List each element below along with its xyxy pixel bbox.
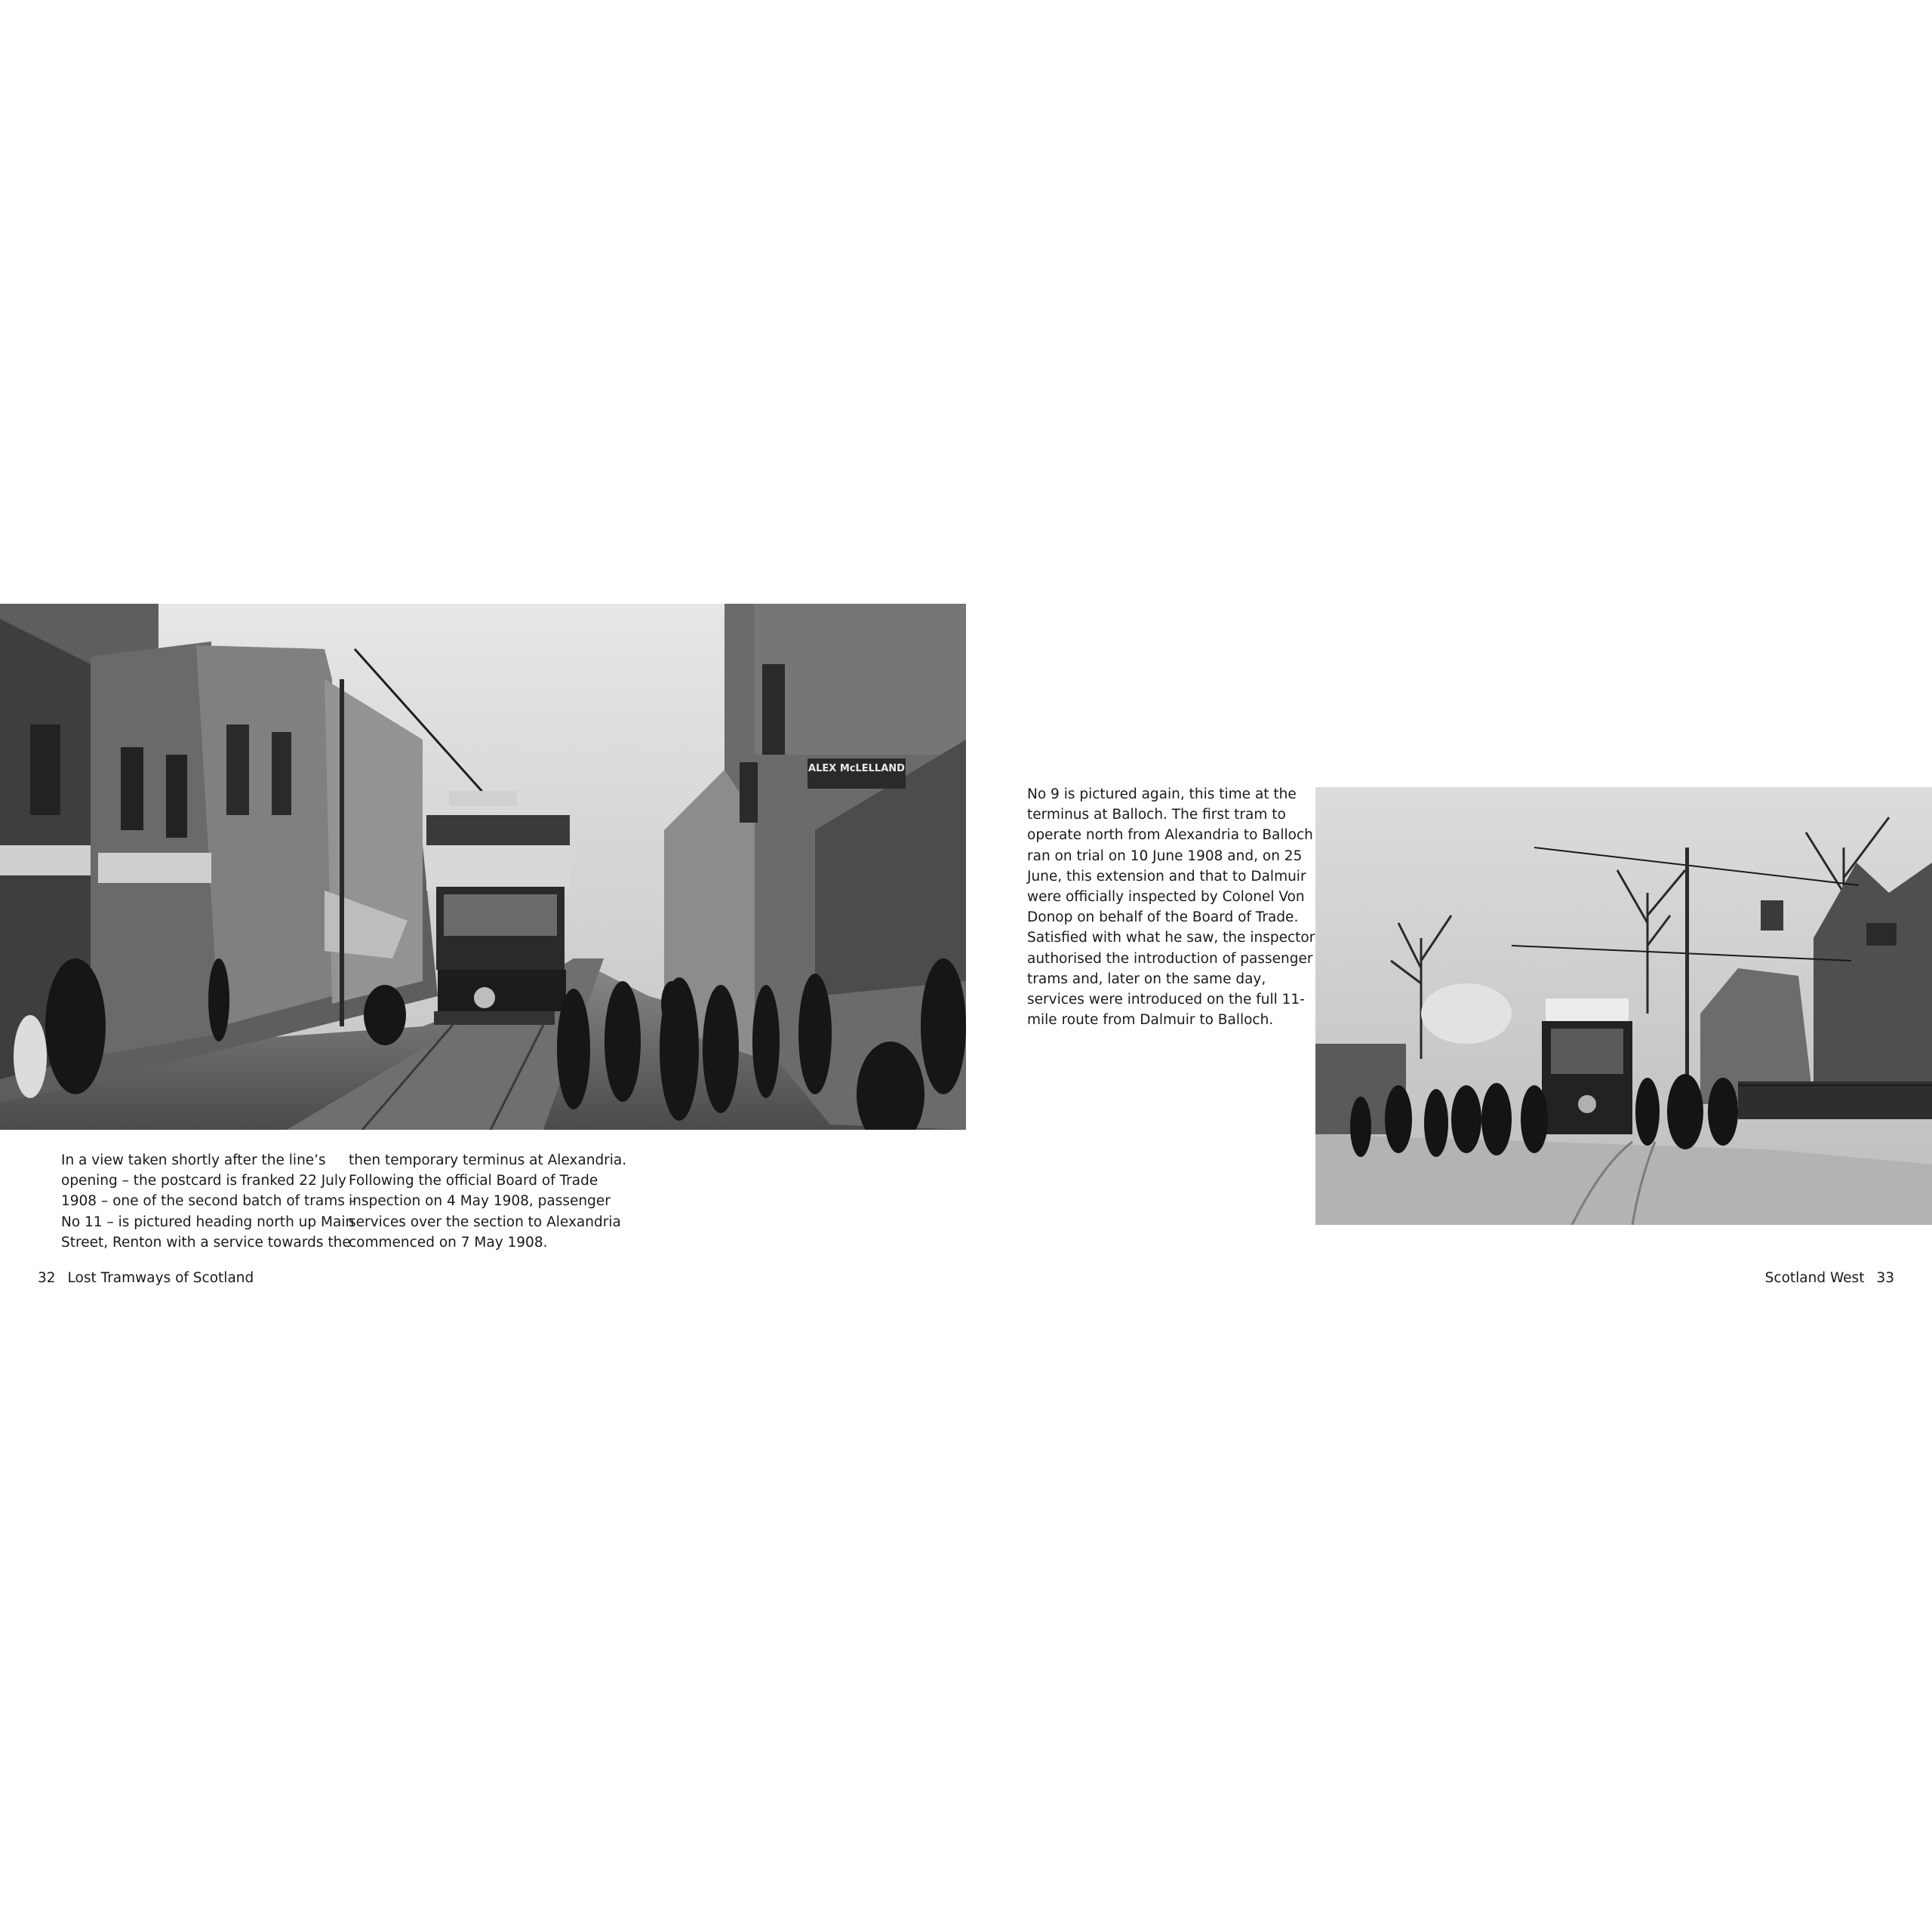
caption-line: Street, Renton with a service towards the <box>61 1234 351 1251</box>
caption-line: opening – the postcard is franked 22 July <box>61 1173 346 1189</box>
right-page-footer <box>1765 1269 1894 1287</box>
caption-line: services over the section to Alexandria <box>349 1214 621 1230</box>
caption-line: trams and, later on the same day, <box>1027 971 1266 987</box>
caption-line: operate north from Alexandria to Balloch <box>1027 827 1313 844</box>
running-title: Lost Tramways of Scotland <box>67 1270 254 1286</box>
caption-line: Following the official Board of Trade <box>349 1173 598 1189</box>
caption-line: terminus at Balloch. The first tram to <box>1027 807 1286 823</box>
left-page-photo <box>0 604 966 1130</box>
renton-street-tram-photo <box>0 604 966 1130</box>
caption-line: mile route from Dalmuir to Balloch. <box>1027 1012 1274 1029</box>
page-number: 32 <box>38 1270 56 1286</box>
caption-line: Satisfied with what he saw, the inspector <box>1027 930 1315 946</box>
caption-line: No 9 is pictured again, this time at the <box>1027 786 1297 802</box>
caption-line: inspection on 4 May 1908, passenger <box>349 1193 611 1210</box>
right-page-photo <box>1315 787 1932 1225</box>
caption-line: authorised the introduction of passenger <box>1027 950 1313 967</box>
left-photo-caption-column-1 <box>61 1150 356 1253</box>
balloch-terminus-tram-photo <box>1315 787 1932 1225</box>
caption-line: Donop on behalf of the Board of Trade. <box>1027 909 1299 926</box>
caption-line: ran on trial on 10 June 1908 and, on 25 <box>1027 848 1303 864</box>
running-title: Scotland West <box>1764 1270 1865 1286</box>
left-page-footer <box>38 1269 254 1287</box>
caption-line: then temporary terminus at Alexandria. <box>349 1152 627 1168</box>
caption-line: In a view taken shortly after the line’s <box>61 1152 326 1168</box>
page-number: 33 <box>1876 1270 1894 1286</box>
caption-line: were officially inspected by Colonel Von <box>1027 889 1305 906</box>
right-photo-caption <box>1027 784 1315 1030</box>
caption-line: commenced on 7 May 1908. <box>349 1234 548 1251</box>
shop-sign-text: ALEX McLELLAND <box>808 763 905 774</box>
caption-line: 1908 – one of the second batch of trams – <box>61 1193 357 1210</box>
caption-line: services were introduced on the full 11- <box>1027 992 1305 1008</box>
caption-line: No 11 – is pictured heading north up Main <box>61 1214 355 1230</box>
caption-line: June, this extension and that to Dalmuir <box>1027 868 1306 884</box>
left-photo-caption-column-2 <box>349 1150 626 1253</box>
